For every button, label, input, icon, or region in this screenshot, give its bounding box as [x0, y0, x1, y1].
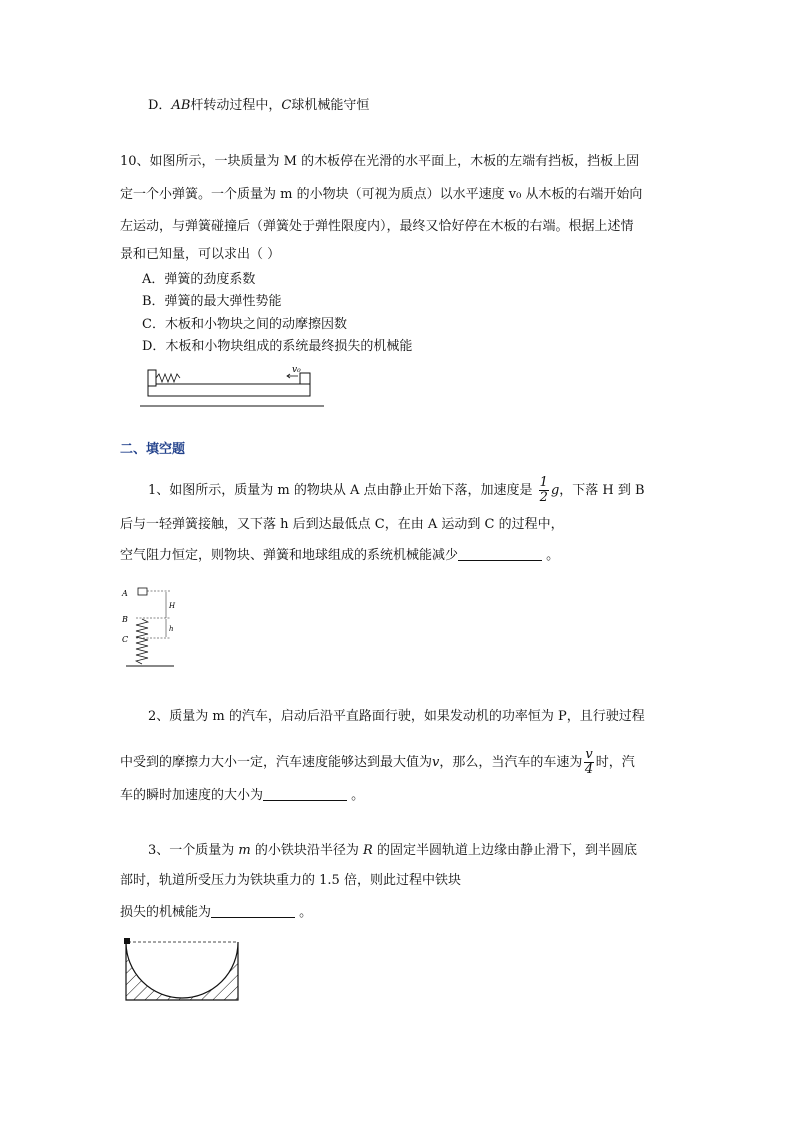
- q10-option-a: A．弹簧的劲度系数: [142, 272, 256, 287]
- label-h-small: h: [169, 625, 174, 633]
- fill3-text-post: 的固定半圆轨道上边缘由静止滑下，到半圆底: [376, 843, 637, 858]
- q10-option-b: B．弹簧的最大弹性势能: [142, 294, 282, 309]
- fill2-text-mid: ，那么，当汽车的车速为: [439, 755, 583, 770]
- var-r: R: [363, 843, 373, 858]
- spring-coil: [136, 619, 148, 664]
- frac-num: v: [585, 747, 593, 762]
- q10-option-d: D．木板和小物块组成的系统最终损失的机械能: [142, 339, 413, 354]
- drop-spring-figure: [118, 582, 178, 674]
- answer-blank[interactable]: [211, 903, 295, 918]
- fill1-text: 空气阻力恒定，则物块、弹簧和地球组成的系统机械能减少: [120, 548, 459, 563]
- fill3-line-3: [120, 903, 312, 923]
- section-title: 二、填空题: [120, 442, 186, 457]
- fill3-text-pre: 3、一个质量为: [148, 843, 235, 858]
- stopper: [148, 370, 156, 386]
- label-h-big: H: [169, 602, 176, 610]
- fill1-line-1: [148, 476, 645, 505]
- option-label: D．: [148, 98, 172, 113]
- fill2-text-pre: 中受到的摩擦力大小一定，汽车速度能够达到最大值为: [120, 755, 433, 770]
- iron-block: [124, 938, 130, 944]
- q10-line-4: 景和已知量，可以求出（ ）: [120, 247, 281, 262]
- frac-den: 2: [539, 490, 548, 505]
- answer-blank[interactable]: [458, 546, 542, 561]
- fill1-text-post: ，下落 H 到 B: [559, 483, 645, 498]
- q10-line-3: 左运动，与弹簧碰撞后（弹簧处于弹性限度内），最终又恰好停在木板的右端。根据上述情: [120, 219, 634, 234]
- fraction-one-half: [539, 476, 549, 505]
- fill3-line-1: [148, 841, 637, 861]
- fill3-text-mid: 的小铁块沿半径为: [254, 843, 359, 858]
- velocity-label: v₀: [292, 365, 301, 375]
- fill1-end: 。: [542, 548, 560, 563]
- option-text: 杆转动过程中，: [190, 98, 282, 113]
- spring: [156, 374, 180, 382]
- var-ab: AB: [171, 98, 191, 113]
- fill2-line-3: [120, 786, 364, 806]
- q9-option-d: [148, 96, 369, 116]
- fill2-text-post: 时，汽: [595, 755, 635, 770]
- frac-den: 4: [584, 762, 594, 777]
- semicircle-track-figure: [120, 934, 244, 1004]
- fill1-line-2: 后与一轻弹簧接触，又下落 h 后到达最低点 C，在由 A 运动到 C 的过程中，: [120, 517, 564, 532]
- var-g: g: [550, 483, 560, 498]
- answer-blank[interactable]: [263, 786, 347, 801]
- board: [148, 384, 310, 396]
- track-body: [126, 942, 238, 1000]
- fill3-end: 。: [295, 905, 313, 920]
- frac-num: 1: [539, 475, 548, 490]
- fill2-text: 车的瞬时加速度的大小为: [120, 788, 264, 803]
- label-c: C: [122, 635, 129, 644]
- fill2-line-2: [120, 748, 635, 777]
- fill3-line-2: 部时，轨道所受压力为铁块重力的 1.5 倍，则此过程中铁块: [120, 873, 461, 888]
- q10-line-1: 10、如图所示，一块质量为 M 的木板停在光滑的水平面上，木板的左端有挡板，挡板上固: [120, 154, 640, 169]
- var-c: C: [281, 98, 292, 113]
- fill1-text-pre: 1、如图所示，质量为 m 的物块从 A 点由静止开始下落，加速度是: [148, 483, 533, 498]
- block-a: [138, 588, 147, 595]
- fill2-end: 。: [347, 788, 365, 803]
- var-v: v: [432, 755, 440, 770]
- q10-option-c: C．木板和小物块之间的动摩擦因数: [142, 317, 347, 332]
- fill1-line-3: [120, 546, 559, 566]
- label-a: A: [122, 589, 128, 598]
- fill2-line-1: 2、质量为 m 的汽车，启动后沿平直路面行驶，如果发动机的功率恒为 P，且行驶过程: [148, 709, 645, 724]
- q10-line-2: 定一个小弹簧。一个质量为 m 的小物块（可视为质点）以水平速度 v₀ 从木板的右端开始向: [120, 187, 643, 202]
- fraction-v-over-4: [584, 748, 593, 777]
- var-m: m: [238, 843, 251, 858]
- label-b: B: [122, 615, 128, 624]
- board-spring-figure: [140, 362, 330, 414]
- block: [300, 373, 310, 384]
- option-text-tail: 球机械能守恒: [291, 98, 370, 113]
- fill3-text: 损失的机械能为: [120, 905, 212, 920]
